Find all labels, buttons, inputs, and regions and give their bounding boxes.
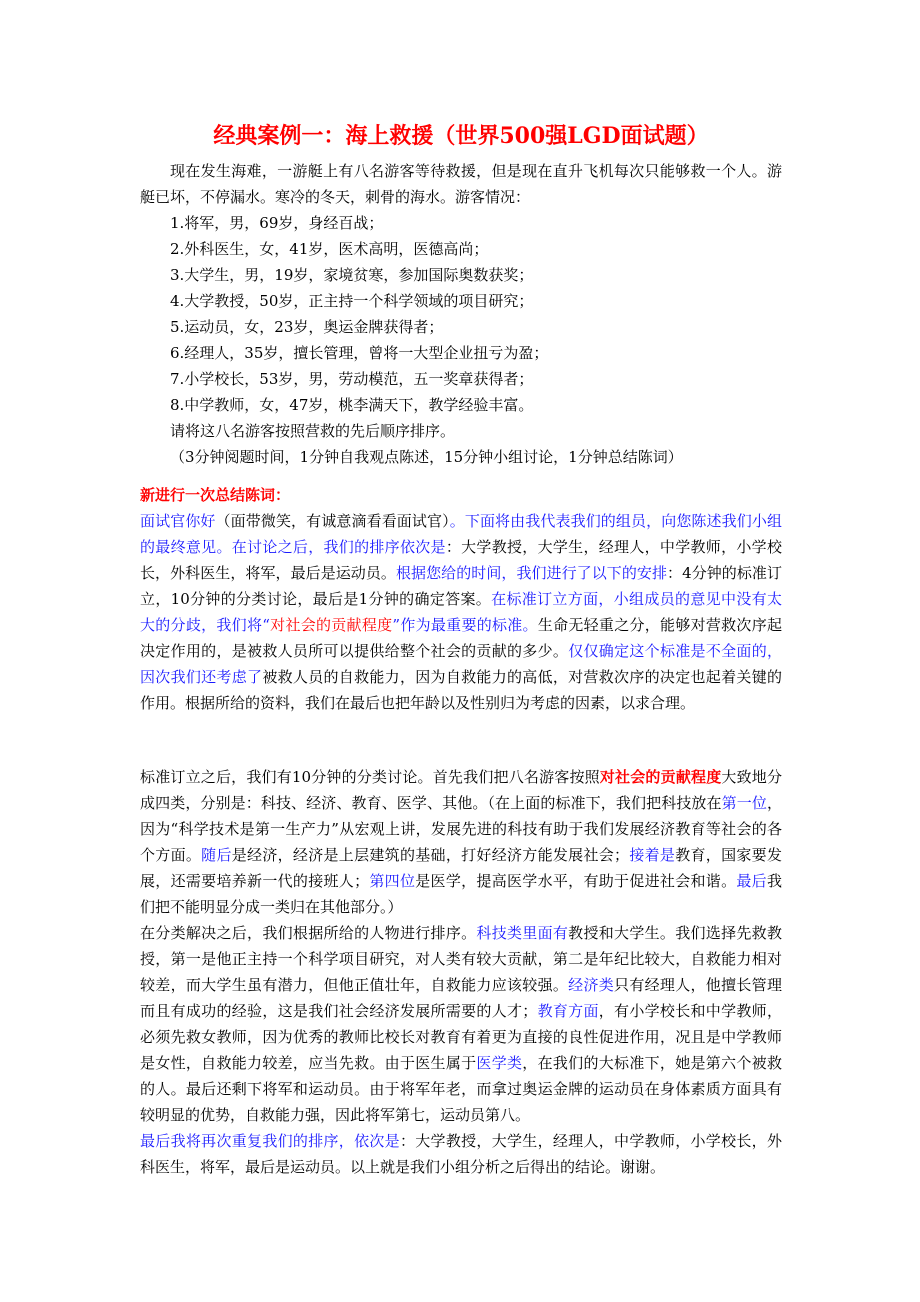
text-run: 医学类 bbox=[476, 1054, 523, 1072]
summary-paragraph-4 bbox=[140, 1128, 782, 1180]
instruction-text: 请将这八名游客按照营救的先后顺序排序。 bbox=[170, 422, 456, 440]
text-run: 教育方面 bbox=[537, 1002, 599, 1020]
spacer bbox=[140, 716, 782, 764]
text-run: 对社会的贡献程度 bbox=[599, 768, 722, 786]
text-run: 面试官你好 bbox=[140, 512, 216, 530]
text-run: 对社会的贡献程度 bbox=[269, 616, 393, 634]
list-item: 4.大学教授，50岁，正主持一个科学领域的项目研究； bbox=[170, 292, 534, 310]
text-run: 经济类 bbox=[568, 976, 615, 994]
text-run: 教授和大学生。我们选择先救教授，第一是他正主持一个科学项目研究，对人类有较大贡献，第二是年纪比较大，自救能力相对较差，而大学生虽有潜力，但他正值壮年，自救能力应该较强。 bbox=[140, 924, 782, 994]
document-page bbox=[140, 118, 782, 1180]
text-run: 大致地分成四类，分别是：科技、经济、教育、医学、其他。（在上面的标准下，我们把科技放在 bbox=[140, 768, 782, 812]
text-run: 被救人员的自救能力，因为自救能力的高低，对营救次序的决定也起着关键的作用。根据所给的资料，我们在最后也把年龄以及性别归为考虑的因素，以求合理。 bbox=[140, 668, 782, 712]
text-run: ，因为“科学技术是第一生产力”从宏观上讲，发展先进的科技有助于我们发展经济教育等社会的各个方面。 bbox=[140, 794, 782, 864]
text-run: 第四位 bbox=[369, 872, 416, 890]
text-run: 标准订立之后，我们有10分钟的分类讨论。首先我们把八名游客按照 bbox=[140, 768, 600, 786]
intro-paragraph: 现在发生海难，一游艇上有八名游客等待救援，但是现在直升飞机每次只能够救一个人。游艇已坏，不停漏水。寒冷的冬天，刺骨的海水。游客情况： bbox=[140, 162, 782, 206]
summary-heading: 新进行一次总结陈词： bbox=[140, 486, 291, 504]
text-run: 教育，国家要发展，还需要培养新一代的接班人； bbox=[140, 846, 782, 890]
text-run: ，在我们的大标准下，她是第六个被救的人。最后还剩下将军和运动员。由于将军年老，而拿过奥运金牌的运动员在身体素质方面具有较明显的优势，自救能力强，因此将军第七，运动员第八。 bbox=[140, 1054, 782, 1124]
text-run: ：4分钟的标准订立，10分钟的分类讨论，最后是1分钟的确定答案。 bbox=[140, 564, 782, 608]
text-run: 是医学，提高医学水平，有助于促进社会和谐。 bbox=[415, 872, 737, 890]
text-run: 最后我将再次重复我们的排序，依次是 bbox=[140, 1132, 400, 1150]
text-run: 我们把不能明显分成一类归在其他部分。） bbox=[140, 872, 782, 916]
list-item: 3.大学生，男，19岁，家境贫寒，参加国际奥数获奖； bbox=[170, 266, 534, 284]
list-item: 5.运动员，女，23岁，奥运金牌获得者； bbox=[170, 318, 444, 336]
list-item: 2.外科医生，女，41岁，医术高明，医德高尚； bbox=[170, 240, 489, 258]
text-run: 随后 bbox=[201, 846, 232, 864]
text-run: 生命无轻重之分，能够对营救次序起决定作用的，是被救人员所可以提供给整个社会的贡献的多少。 bbox=[140, 616, 782, 660]
text-run: 根据您给的时间，我们进行了以下的安排 bbox=[395, 564, 668, 582]
text-run: ，有小学校长和中学教师，必须先救女教师，因为优秀的教师比校长对教育有着更为直接的良性促进作用，况且是中学教师是女性，自救能力较差，应当先救。由于医生属于 bbox=[140, 1002, 782, 1072]
text-run: ：大学教授，大学生，经理人，中学教师，小学校长，外科医生，将军，最后是运动员。以上就是我们小组分析之后得出的结论。谢谢。 bbox=[140, 1132, 782, 1176]
text-run: 最后 bbox=[736, 872, 767, 890]
text-run: 在分类解决之后，我们根据所给的人物进行排序。 bbox=[140, 924, 477, 942]
text-run: （面带微笑，有诚意滴看看面试官） bbox=[215, 512, 450, 530]
list-item: 7.小学校长，53岁，男，劳动模范，五一奖章获得者； bbox=[170, 370, 534, 388]
text-run: 只有经理人，他擅长管理而且有成功的经验，这是我们社会经济发展所需要的人才； bbox=[140, 976, 782, 1020]
summary-paragraph-1 bbox=[140, 508, 782, 716]
summary-paragraph-2 bbox=[140, 764, 782, 920]
page-title: 经典案例一：海上救援（世界500强LGD面试题） bbox=[213, 123, 709, 149]
text-run: 在标准订立方面，小组成员的意见中没有太大的分歧，我们将“ bbox=[140, 590, 782, 634]
passenger-list bbox=[140, 210, 782, 418]
timing-note: （3分钟阅题时间，1分钟自我观点陈述，15分钟小组讨论，1分钟总结陈词） bbox=[170, 448, 683, 466]
text-run: ”作为最重要的标准。 bbox=[392, 616, 538, 634]
text-run: 第一位 bbox=[721, 794, 767, 812]
list-item: 8.中学教师，女，47岁，桃李满天下，教学经验丰富。 bbox=[170, 396, 534, 414]
text-run: ：大学教授，大学生，经理人，中学教师，小学校长，外科医生，将军，最后是运动员。 bbox=[140, 538, 782, 582]
list-item: 1.将军，男，69岁，身经百战； bbox=[170, 214, 384, 232]
text-run: 科技类里面有 bbox=[476, 924, 569, 942]
list-item: 6.经理人，35岁，擅长管理，曾将一大型企业扭亏为盈； bbox=[170, 344, 549, 362]
text-run: 接着是 bbox=[629, 846, 676, 864]
text-run: 是经济，经济是上层建筑的基础，打好经济方能发展社会； bbox=[231, 846, 630, 864]
text-run: 仅仅确定这个标准是不全面的，因次我们还考虑了 bbox=[140, 642, 782, 686]
summary-paragraph-3 bbox=[140, 920, 782, 1128]
text-run: 。下面将由我代表我们的组员，向您陈述我们小组的最终意见。在讨论之后，我们的排序依次是 bbox=[140, 512, 782, 556]
